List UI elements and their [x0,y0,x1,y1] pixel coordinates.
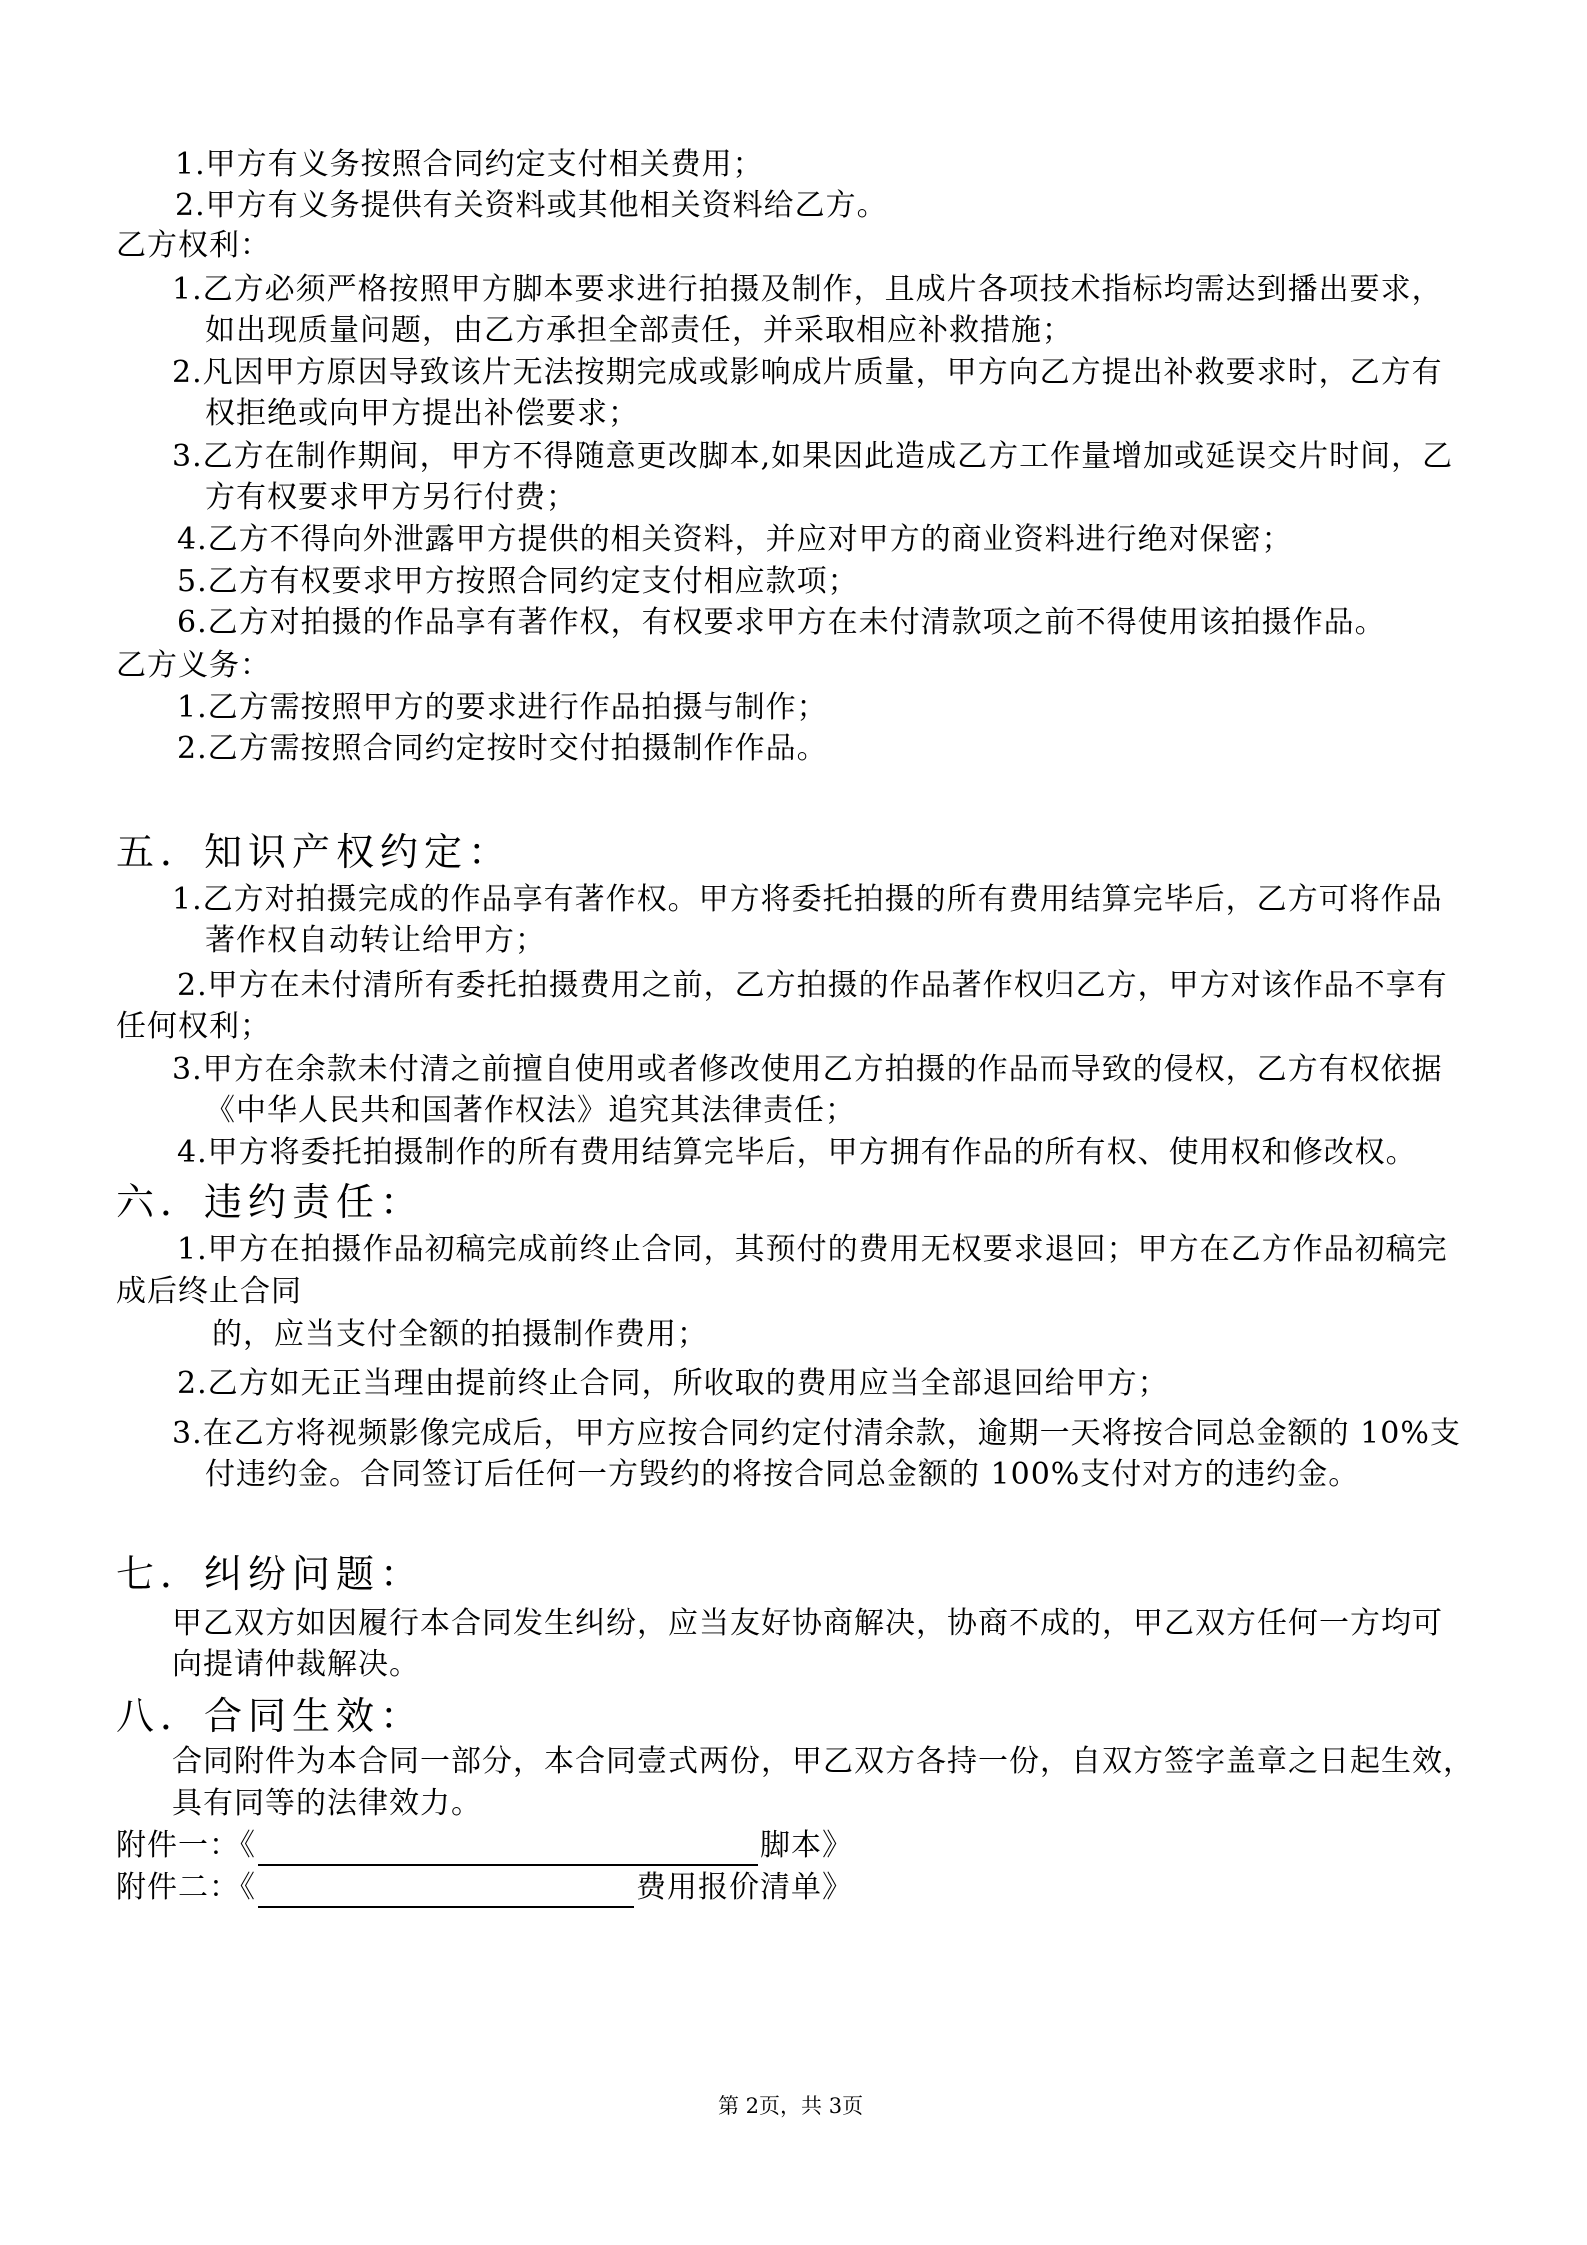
section-7-title: 七．纠纷问题： [116,1552,425,1596]
attachment-1 [116,1826,853,1866]
section-5-line-2: 著作权自动转让给甲方； [205,923,546,958]
party-b-duty-2: 2.乙方需按照合同约定按时交付拍摄制作作品。 [177,731,828,766]
page-number: 第 2页，共 3页 [718,2094,864,2118]
attachment-2-prefix: 附件二：《 [116,1870,256,1905]
section-5-title: 五．知识产权约定： [116,830,513,874]
section-5-line-3: 2.甲方在未付清所有委托拍摄费用之前，乙方拍摄的作品著作权归乙方，甲方对该作品不享有 [177,968,1448,1003]
attachment-1-prefix: 附件一：《 [116,1828,256,1863]
party-b-right-1b: 如出现质量问题，由乙方承担全部责任，并采取相应补救措施； [205,313,1073,348]
party-b-right-3a: 3.乙方在制作期间，甲方不得随意更改脚本,如果因此造成乙方工作量增加或延误交片时间，乙 [172,439,1454,474]
party-b-right-6: 6.乙方对拍摄的作品享有著作权，有权要求甲方在未付清款项之前不得使用该拍摄作品。 [177,605,1386,640]
attachment-1-blank[interactable] [258,1834,758,1866]
section-5-line-7: 4.甲方将委托拍摄制作的所有费用结算完毕后，甲方拥有作品的所有权、使用权和修改权。 [177,1135,1417,1170]
section-6-line-3: 的，应当支付全额的拍摄制作费用； [212,1317,708,1352]
party-b-right-1a: 1.乙方必须严格按照甲方脚本要求进行拍摄及制作，且成片各项技术指标均需达到播出要求， [172,272,1443,307]
section-6-line-1: 1.甲方在拍摄作品初稿完成前终止合同，其预付的费用无权要求退回；甲方在乙方作品初稿完 [177,1232,1448,1267]
section-5-line-5: 3.甲方在余款未付清之前擅自使用或者修改使用乙方拍摄的作品而导致的侵权，乙方有权依据 [172,1052,1443,1087]
party-b-right-5: 5.乙方有权要求甲方按照合同约定支付相应款项； [177,564,859,599]
section-6-line-2: 成后终止合同 [116,1274,302,1309]
section-6-line-5: 3.在乙方将视频影像完成后，甲方应按合同约定付清余款，逾期一天将按合同总金额的 10%支 [172,1416,1461,1451]
section-5-line-4: 任何权利； [116,1009,271,1044]
party-a-duty-2: 2.甲方有义务提供有关资料或其他相关资料给乙方。 [175,188,888,223]
party-b-right-4: 4.乙方不得向外泄露甲方提供的相关资料，并应对甲方的商业资料进行绝对保密； [177,522,1293,557]
attachment-2-suffix: 费用报价清单》 [636,1870,853,1905]
section-6-line-4: 2.乙方如无正当理由提前终止合同，所收取的费用应当全部退回给甲方； [177,1366,1169,1401]
section-8-title: 八．合同生效： [116,1694,425,1738]
party-b-rights-heading: 乙方权利： [116,228,271,263]
party-b-duties-heading: 乙方义务： [116,648,271,683]
party-b-right-2b: 权拒绝或向甲方提出补偿要求； [205,396,639,431]
party-b-right-3b: 方有权要求甲方另行付费； [205,480,577,515]
section-8-line-2: 具有同等的法律效力。 [172,1786,482,1821]
party-a-duty-1: 1.甲方有义务按照合同约定支付相关费用； [175,147,764,182]
section-7-line-1: 甲乙双方如因履行本合同发生纠纷，应当友好协商解决，协商不成的，甲乙双方任何一方均可 [172,1606,1443,1641]
attachment-2-blank[interactable] [258,1876,634,1908]
section-5-line-6: 《中华人民共和国著作权法》追究其法律责任； [205,1093,856,1128]
section-5-line-1: 1.乙方对拍摄完成的作品享有著作权。甲方将委托拍摄的所有费用结算完毕后，乙方可将作品 [172,882,1443,917]
section-6-line-6: 付违约金。合同签订后任何一方毁约的将按合同总金额的 100%支付对方的违约金。 [205,1457,1360,1492]
party-b-duty-1: 1.乙方需按照甲方的要求进行作品拍摄与制作； [177,690,828,725]
attachment-1-suffix: 脚本》 [760,1828,853,1863]
attachment-2 [116,1868,853,1908]
party-b-right-2a: 2.凡因甲方原因导致该片无法按期完成或影响成片质量，甲方向乙方提出补救要求时，乙方有 [172,355,1443,390]
section-7-line-2: 向提请仲裁解决。 [172,1647,420,1682]
section-6-title: 六．违约责任： [116,1180,425,1224]
section-8-line-1: 合同附件为本合同一部分，本合同壹式两份，甲乙双方各持一份，自双方签字盖章之日起生效， [172,1744,1474,1779]
